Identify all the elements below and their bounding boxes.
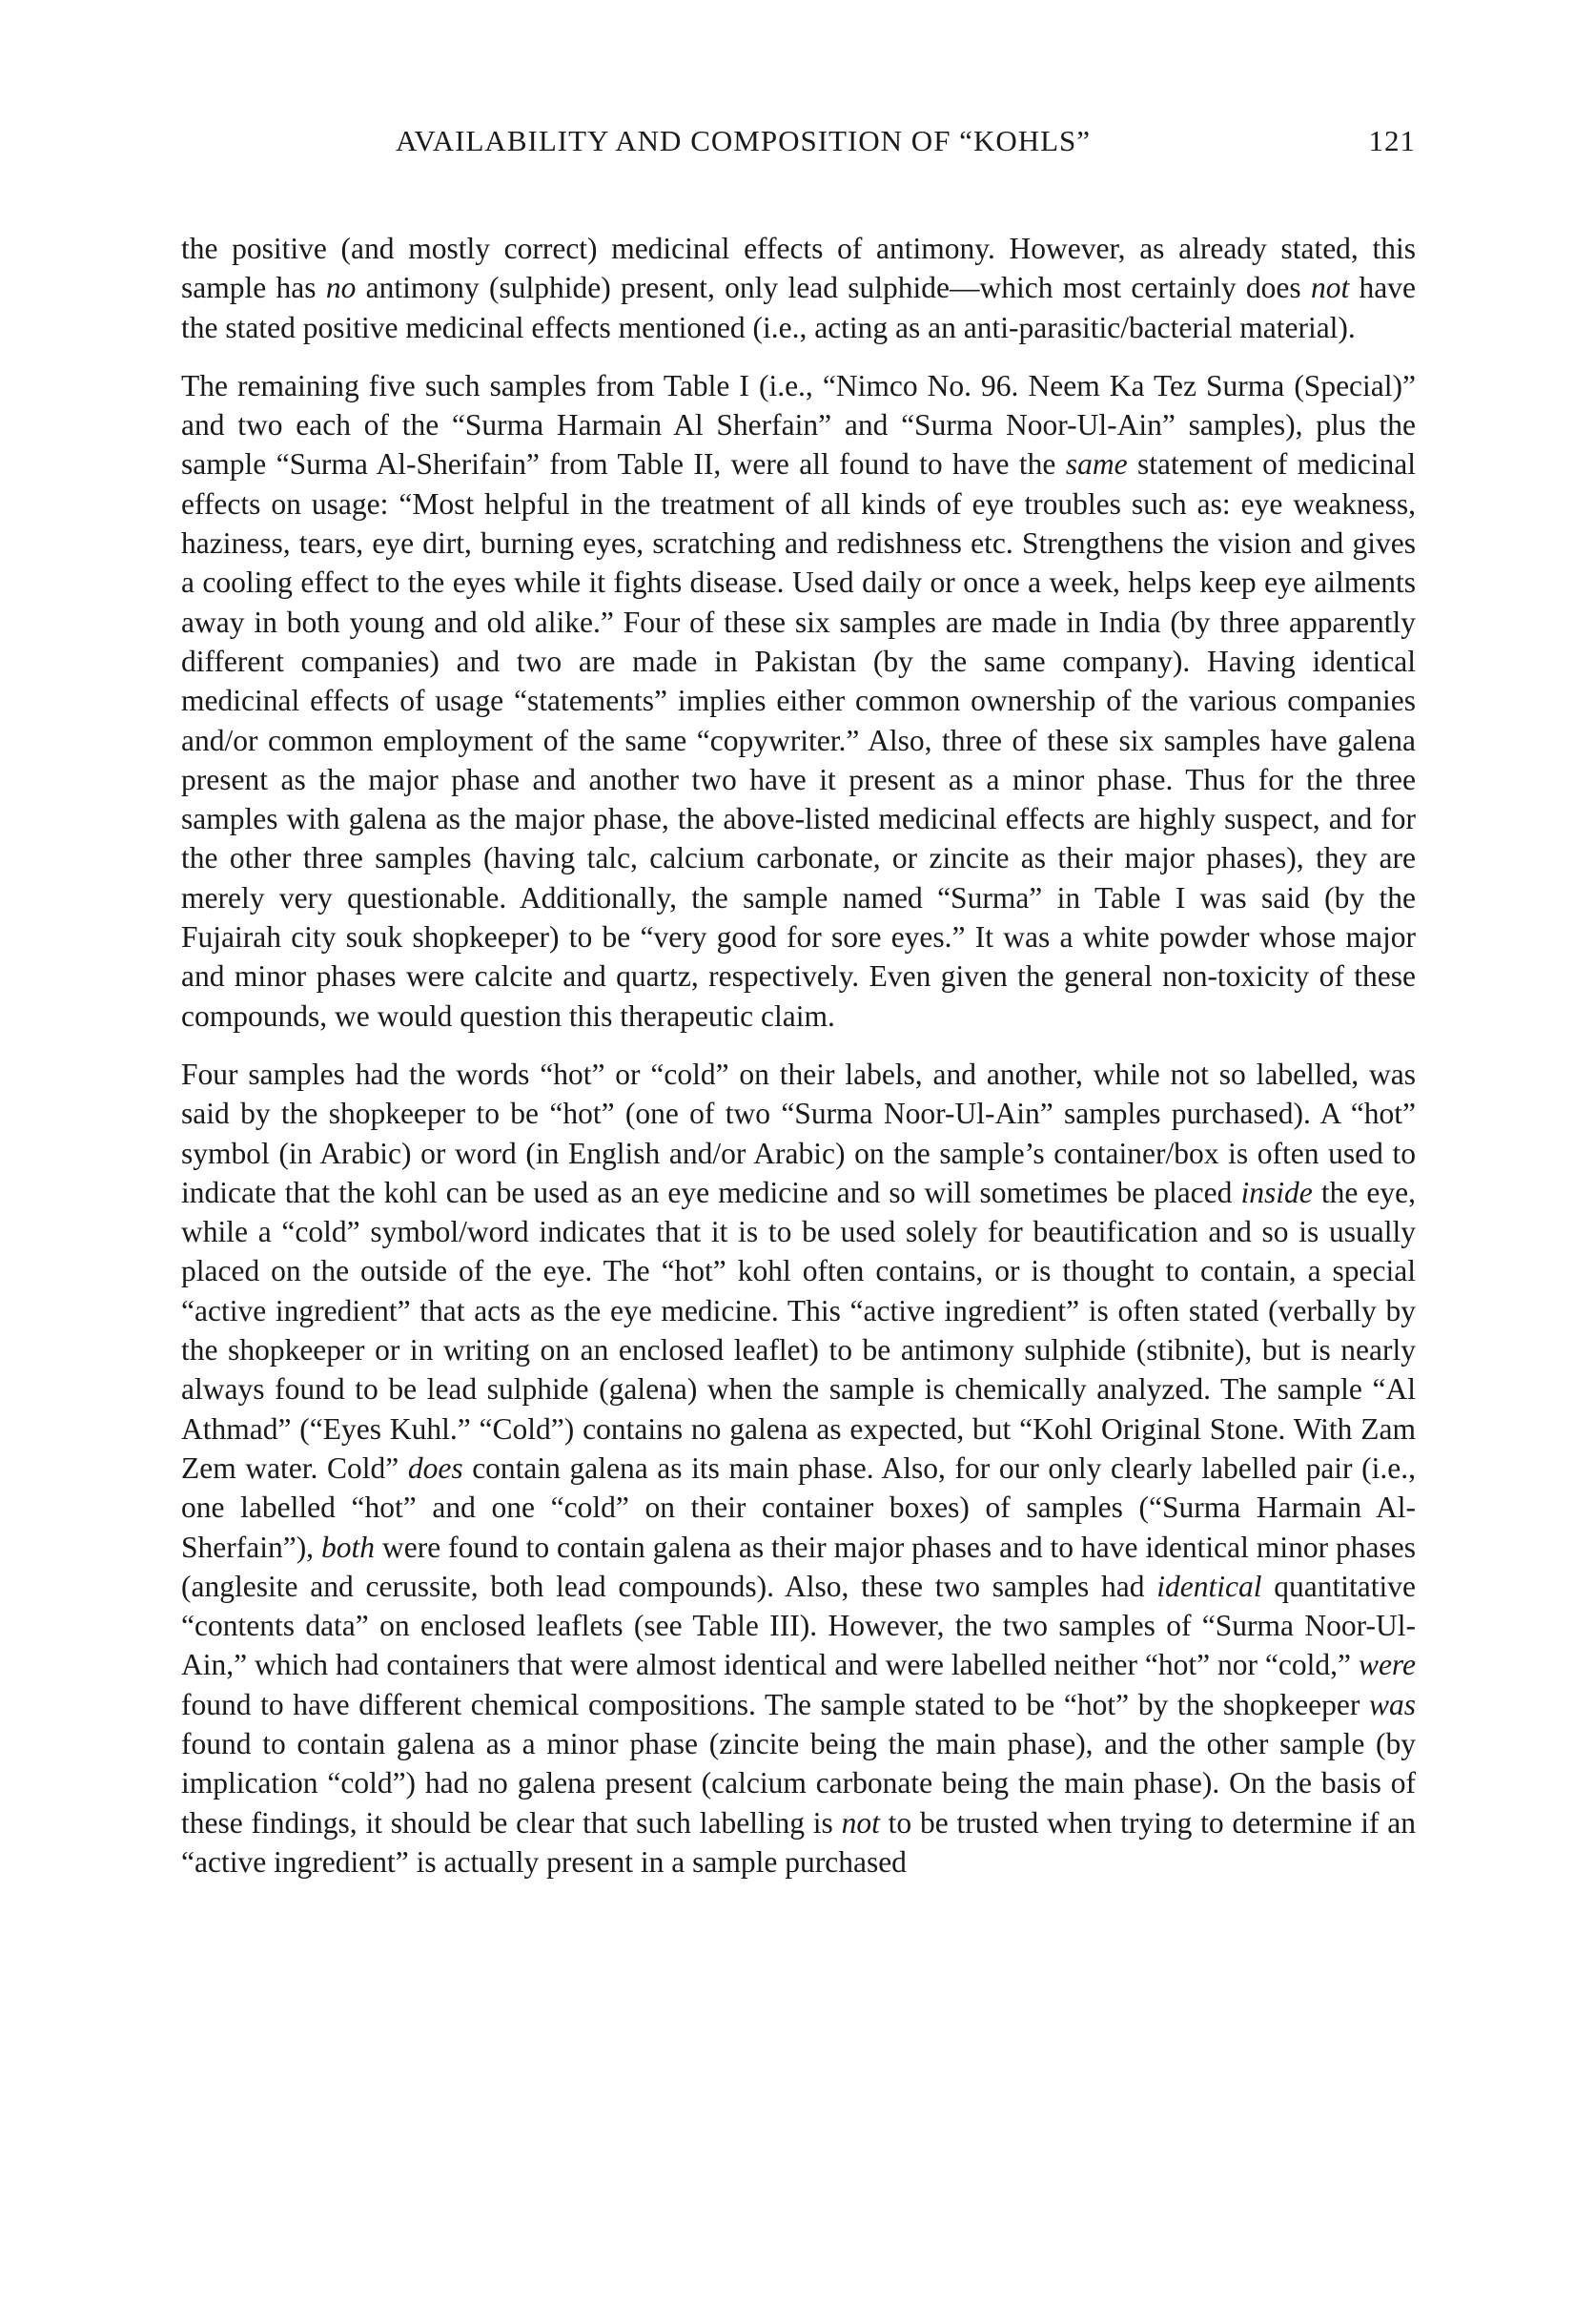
text-run: have the stated positive medicinal effects mentioned (i.e., acting as an anti-parasitic/bacterial material).: [181, 271, 1416, 344]
text-run: the positive (and mostly correct) medicinal effects of antimony. However, as already stated, this sample has: [181, 232, 1416, 305]
text-run: the eye, while a “cold” symbol/word indicates that it is to be used solely for beautification and so is usually placed on the outside of the eye. The “hot” kohl often contains, or is thought to contain, a special “active ingredient” that acts as the eye medicine. This “active ingredient” is often stated (verbally by the shopkeeper or in writing on an enclosed leaflet) to be antimony sulphide (stibnite), but is nearly always found to be lead sulphide (galena) when the sample is chemically analyzed. The sample “Al Athmad” (“Eyes Kuhl.” “Cold”) contains no galena as expected, but “Kohl Original Stone. With Zam Zem water. Cold”: [181, 1175, 1416, 1485]
page-number: 121: [1368, 124, 1416, 157]
text-run: found to have different chemical compositions. The sample stated to be “hot” by the shopkeeper: [181, 1687, 1369, 1721]
text-run: contain galena as its main phase. Also, for our only clearly labelled pair (i.e., one labelled “hot” and one “cold” on their container boxes) of samples (“Surma Harmain Al-Sherfain”),: [181, 1450, 1416, 1564]
page: [181, 124, 1416, 1901]
italic-emphasis: not: [1310, 271, 1350, 305]
paragraph-2: [181, 366, 1416, 1036]
text-run: were found to contain galena as their major phases and to have identical minor phases (anglesite and cerussite, both lead compounds). Also, these two samples had: [181, 1530, 1416, 1603]
italic-emphasis: same: [1065, 447, 1128, 482]
text-run: statement of medicinal effects on usage: “Most helpful in the treatment of all kinds of eye troubles such as: eye weakness, haziness, tears, eye dirt, burning eyes, scratching and redishness etc. Strengthens the vision and gives a cooling effect to the eyes while it fights disease. Used daily or once a week, helps keep eye ailments away in both young and old alike.” Four of these six samples are made in India (by three apparently different companies) and two are made in Pakistan (by the same company). Having identical medicinal effects of usage “statements” implies either common ownership of the various companies and/or common employment of the same “copywriter.” Also, three of these six samples have galena present as the major phase and another two have it present as a minor phase. Thus for the three samples with galena as the major phase, the above-listed medicinal effects are highly suspect, and for the other three samples (having talc, calcium carbonate, or zincite as their major phases), they are merely very questionable. Additionally, the sample named “Surma” in Table I was said (by the Fujairah city souk shopkeeper) to be “very good for sore eyes.” It was a white powder whose major and minor phases were calcite and quartz, respectively. Even given the general non-toxicity of these compounds, we would question this therapeutic claim.: [181, 447, 1416, 1033]
italic-emphasis: not: [841, 1805, 880, 1840]
text-run: Four samples had the words “hot” or “cold” on their labels, and another, while not so labelled, was said by the shopkeeper to be “hot” (one of two “Surma Noor-Ul-Ain” samples purchased). A “hot” symbol (in Arabic) or word (in English and/or Arabic) on the sample’s container/box is often used to indicate that the kohl can be used as an eye medicine and so will sometimes be placed: [181, 1057, 1416, 1209]
text-run: quantitative “contents data” on enclosed leaflets (see Table III). However, the two samples of “Surma Noor-Ul-Ain,” which had containers that were almost identical and were labelled neither “hot” nor “cold,”: [181, 1569, 1417, 1682]
text-run: to be trusted when trying to determine if an “active ingredient” is actually present in a sample purchased: [181, 1805, 1417, 1879]
text-run: found to contain galena as a minor phase (zincite being the main phase), and the other sample (by implication “cold”) had no galena present (calcium carbonate being the main phase). On the basis of these findings, it should be clear that such labelling is: [181, 1726, 1416, 1840]
text-run: antimony (sulphide) present, only lead sulphide—which most certainly does: [356, 271, 1311, 305]
italic-emphasis: no: [325, 271, 357, 305]
paragraph-3: [181, 1055, 1416, 1882]
italic-emphasis: was: [1368, 1687, 1416, 1721]
text-run: The remaining five such samples from Table I (i.e., “Nimco No. 96. Neem Ka Tez Surma (Special)” and two each of the “Surma Harmain Al Sherfain” and “Surma Noor-Ul-Ain” samples), plus the sample “Surma Al-Sherifain” from Table II, were all found to have the: [181, 368, 1416, 482]
paragraph-1: [181, 229, 1416, 347]
italic-emphasis: inside: [1240, 1175, 1313, 1209]
italic-emphasis: does: [407, 1450, 463, 1485]
italic-emphasis: both: [321, 1530, 376, 1564]
italic-emphasis: identical: [1156, 1569, 1262, 1603]
body-text: [181, 229, 1416, 1882]
running-head: [181, 124, 1416, 172]
italic-emphasis: were: [1358, 1648, 1416, 1682]
running-title: AVAILABILITY AND COMPOSITION OF “KOHLS”: [396, 124, 1092, 157]
